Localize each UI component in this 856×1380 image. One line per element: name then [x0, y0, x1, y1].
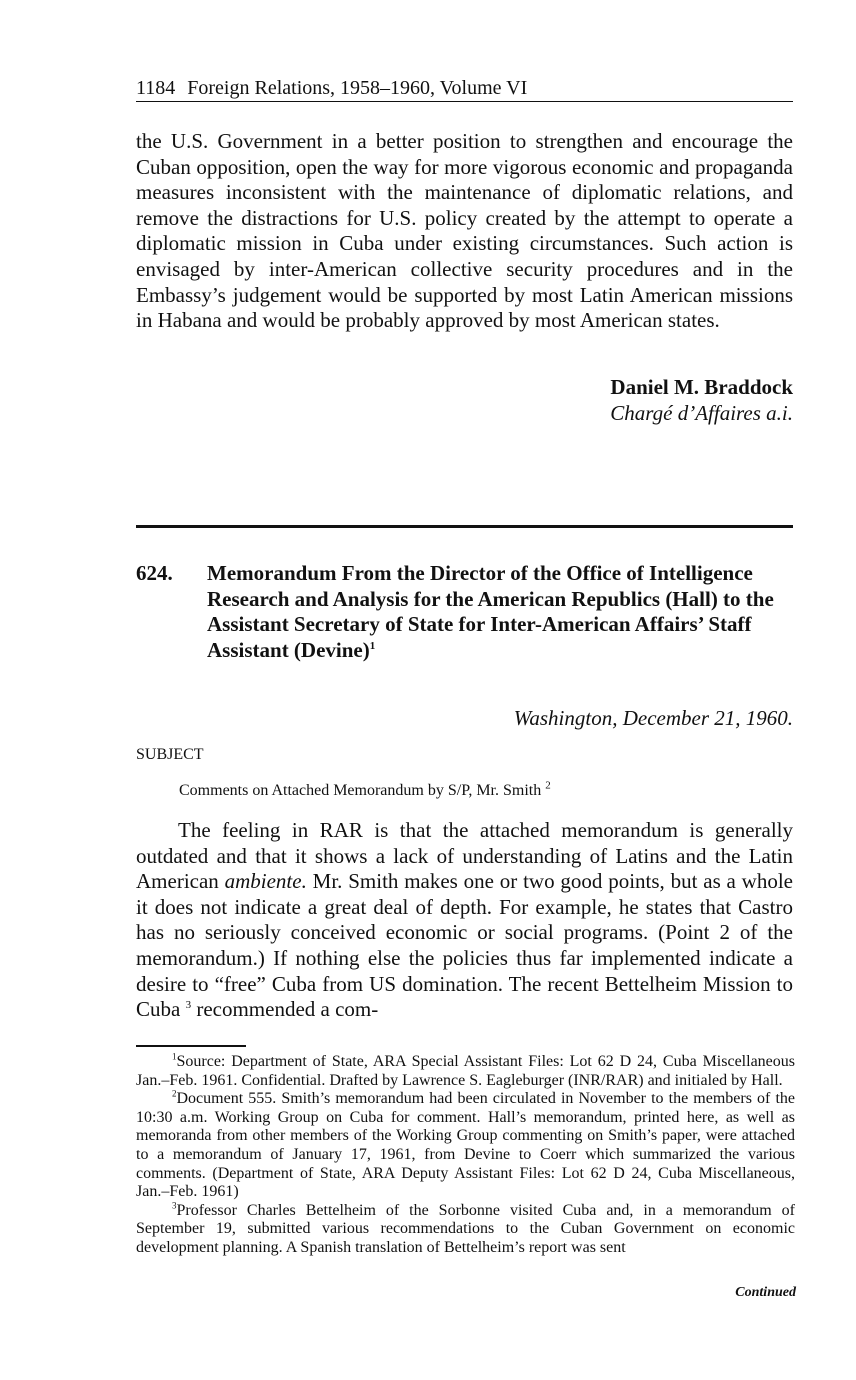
- body-part-1: The feeling in RAR is that the attached memorandum is generally outdated and that it shows a lack of understanding of Latins and the Latin American: [136, 818, 793, 894]
- footnote-1: [136, 1053, 795, 1090]
- page-number: 1184: [136, 77, 176, 99]
- body-italic-term: ambiente.: [224, 869, 307, 894]
- dateline: Washington, December 21, 1960.: [513, 706, 793, 730]
- footnote-text: Source: Department of State, ARA Special Assistant Files: Lot 62 D 24, Cuba Miscellaneous Jan.–Feb. 1961. Confidential. Drafted by Lawrence S. Eagleburger (INR/RAR) and initialed by Hall.: [136, 1053, 795, 1089]
- subject-label: SUBJECT: [136, 746, 204, 763]
- memorandum-body: [136, 818, 793, 1023]
- document-number: 624.: [136, 561, 173, 585]
- signature-name: Daniel M. Braddock: [610, 375, 793, 399]
- continued-paragraph: the U.S. Government in a better position to strengthen and encourage the Cuban opposition, open the way for more vigorous economic and propaganda measures inconsistent with the maintenance of diplomatic relations, and remove the distractions for U.S. policy created by the attempt to operate a diplomatic mission in Cuba under existing circumstances. Such action is envisaged by inter-American collective security procedures and in the Embassy’s judgement would be supported by most Latin American missions in Habana and would be probably approved by most American states.: [136, 129, 793, 333]
- body-part-2: Mr. Smith makes one or two good points, but as a whole it does not indicate a great deal of depth. For example, he states that Castro has no seriously conceived economic or social programs. (Point 2 of the memorandum.) If nothing else the policies thus far implemented indicate a desire to “free” Cuba from US domination. The recent Bettelheim Mission to Cuba: [136, 869, 793, 1022]
- subject-text: [179, 781, 551, 801]
- continued-label: Continued: [735, 1285, 796, 1300]
- footnotes: [136, 1053, 795, 1258]
- volume-title: Foreign Relations, 1958–1960, Volume VI: [187, 77, 528, 99]
- footnote-ref-1: 1: [369, 639, 376, 652]
- footnote-mark: 3: [172, 1200, 177, 1211]
- subject-line: Comments on Attached Memorandum by S/P, Mr. Smith: [179, 782, 542, 799]
- footnote-mark: 2: [172, 1088, 177, 1099]
- footnote-text: Document 555. Smith’s memorandum had been circulated in November to the members of the 10:30 a.m. Working Group on Cuba for comment. Hall’s memorandum, printed here, as well as memoranda from other members of the Working Group commenting on Smith’s paper, were attached to a memorandum of January 17, 1961, from Devine to Coerr which summarized the various comments. (Department of State, ARA Deputy Assistant Files: Lot 62 D 24, Cuba Miscellaneous, Jan.–Feb. 1961): [136, 1090, 795, 1201]
- footnote-ref-3: 3: [185, 999, 192, 1012]
- body-part-3: recommended a com-: [191, 997, 379, 1022]
- footnote-2: [136, 1090, 795, 1202]
- document-title: [207, 561, 797, 663]
- footnote-text: Professor Charles Bettelheim of the Sorbonne visited Cuba and, in a memorandum of September 19, submitted various recommendations to the Cuban Government on economic development planning. A Spanish translation of Bettelheim’s report was sent: [136, 1201, 795, 1256]
- footnote-mark: 1: [172, 1051, 177, 1062]
- running-header: [136, 76, 793, 102]
- footnote-rule: [136, 1045, 246, 1047]
- footnote-3: [136, 1202, 795, 1258]
- document-title-text: Memorandum From the Director of the Office of Intelligence Research and Analysis for the American Republics (Hall) to the Assistant Secretary of State for Inter-American Affairs’ Staff Assistant (Devine): [207, 561, 774, 662]
- section-divider: [136, 525, 793, 528]
- footnote-ref-2: 2: [545, 779, 551, 792]
- signature-title: Chargé d’Affaires a.i.: [610, 401, 793, 425]
